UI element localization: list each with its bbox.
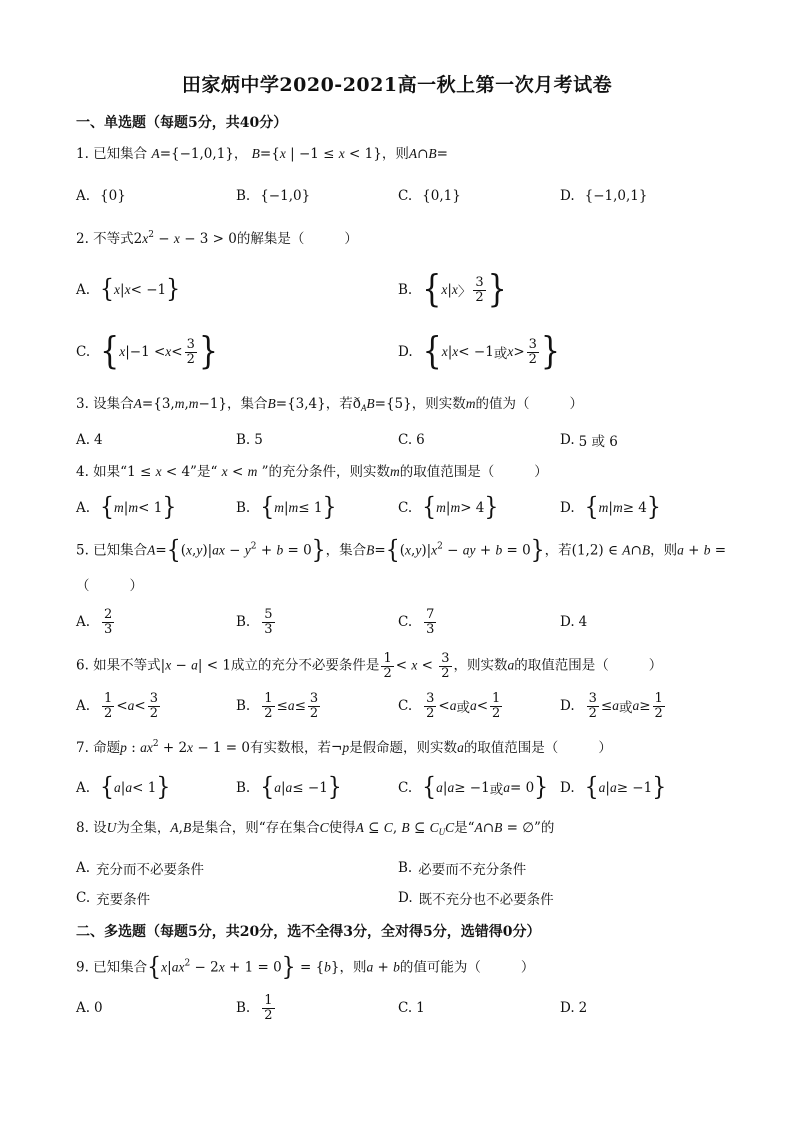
question-2: 2. 不等式$2x^2 - x - 3 > 0$的解集是（ ） (76, 230, 358, 247)
option-c[interactable]: C. 1 (398, 1000, 425, 1016)
question-2-options-row2 (76, 329, 756, 374)
option-d[interactable]: D. 2 (560, 1000, 588, 1016)
question-7: 7. 命题p : $ax^2 + 2x - 1 = 0$有实数根，若¬p是假命题，则实数a的取值范围是（ ） (76, 739, 612, 756)
option-c[interactable]: C. $\frac{3}{2}$ < a 或 a < $\frac{1}{2}$ (398, 690, 501, 721)
page-title: 田家炳中学2020-2021高一秋上第一次月考试卷 (181, 74, 613, 96)
question-8-options-row2 (76, 878, 756, 918)
option-c[interactable]: C. 充要条件 (76, 890, 151, 908)
question-4-options (76, 488, 756, 528)
option-d[interactable]: D. 既不充分也不必要条件 (398, 890, 554, 908)
question-6: 6. 如果不等式|x − a| < 1成立的充分不必要条件是 $\frac{1}{2}$ < x < $\frac{3}{2}$ ，则实数a的取值范围是（ ） (76, 651, 663, 681)
question-3: 3. 设集合A={3,m,m−1}，集合B={3,4}，若$ð_AB=\{5\}$，则实数m的值为（ ） (76, 396, 583, 413)
option-a[interactable]: A. $\frac{2}{3}$ (76, 606, 113, 637)
option-b[interactable]: B. { a | a ≤ −1 } (236, 773, 342, 802)
section-heading-multiple-choice: 二、多选题（每题5分，共20分，选不全得3分，全对得5分，选错得0分） (76, 924, 541, 940)
option-c[interactable]: C. {0,1} (398, 188, 461, 204)
section-heading-single-choice: 一、单选题（每题5分，共40分） (76, 115, 288, 131)
option-a[interactable]: A. $\frac{1}{2}$ < a < $\frac{3}{2}$ (76, 690, 158, 721)
question-8: 8. 设U为全集，A,B是集合，则“存在集合C使得A ⊆ C, B ⊆ $C_UC$是“A∩B = ∅”的 (76, 820, 555, 837)
question-2-options-row1 (76, 267, 756, 312)
option-a[interactable]: A. 充分而不必要条件 (76, 860, 205, 878)
option-a[interactable]: A. 4 (76, 432, 103, 448)
option-c[interactable]: C. $\frac{7}{3}$ (398, 606, 435, 637)
question-4: 4. 如果“1 ≤ x < 4”是“ x < m ”的充分条件，则实数m的取值范围是（ ） (76, 464, 548, 480)
option-a[interactable]: A. { m | m < 1 } (76, 493, 177, 522)
option-b[interactable]: B. $\frac{5}{3}$ (236, 606, 273, 637)
option-d[interactable]: D. 4 (560, 614, 588, 630)
question-5-options (76, 602, 756, 642)
question-3-options (76, 420, 756, 460)
option-c[interactable]: C. { m | m > 4 } (398, 493, 499, 522)
question-9-options (76, 988, 756, 1028)
option-b[interactable]: B. $\frac{1}{2}$ (236, 992, 273, 1023)
option-b[interactable]: B. 5 (236, 432, 263, 448)
question-9: 9. 已知集合$\{x|ax^2 - 2x + 1 = 0\} = \{b\}$，则a + b的值可能为（ ） (76, 953, 535, 982)
question-1: 1. 已知集合 A={−1,0,1}， B={x | −1 ≤ x < 1}，则A∩B= (76, 146, 448, 162)
option-b[interactable]: B. { x | x 〉 $\frac{3}{2}$ } (398, 267, 507, 312)
question-6-options (76, 686, 756, 726)
question-7-options (76, 768, 756, 808)
option-d[interactable]: D. { a | a ≥ −1 } (560, 773, 667, 802)
option-d[interactable]: D. {−1,0,1} (560, 188, 648, 204)
option-c[interactable]: C. { a | a ≥ −1 或 a = 0 } (398, 773, 549, 802)
option-d[interactable]: D. $\frac{3}{2}$ ≤ a 或 a ≥ $\frac{1}{2}$ (560, 690, 663, 721)
option-c[interactable]: C. { x |−1 < x < $\frac{3}{2}$ } (76, 329, 218, 374)
question-5-line2: （ ） (76, 578, 143, 594)
option-d[interactable]: D. { x | x < −1 或 x > $\frac{3}{2}$ } (398, 329, 560, 374)
option-b[interactable]: B. $\frac{1}{2}$ ≤ a ≤ $\frac{3}{2}$ (236, 690, 319, 721)
option-d[interactable]: D. { m | m ≥ 4 } (560, 493, 661, 522)
option-a[interactable]: A. 0 (76, 1000, 103, 1016)
question-1-options (76, 176, 756, 216)
option-d[interactable]: D. 5 或 6 (560, 432, 618, 450)
option-c[interactable]: C. 6 (398, 432, 425, 448)
option-b[interactable]: B. {−1,0} (236, 188, 311, 204)
option-a[interactable]: A. { a | a < 1 } (76, 773, 171, 802)
option-b[interactable]: B. 必要而不充分条件 (398, 860, 527, 878)
option-a[interactable]: A. {0} (76, 188, 126, 204)
option-b[interactable]: B. { m | m ≤ 1 } (236, 493, 337, 522)
question-5: 5. 已知集合$A=\{(x,y)|ax - y^2 + b = 0\}$，集合$B=\{(x,y)|x^2$ − ay + b = 0}，若(1,2) ∈ A∩B，则a + b = (76, 536, 727, 565)
option-a[interactable]: A. { x | x < −1 } (76, 275, 181, 304)
